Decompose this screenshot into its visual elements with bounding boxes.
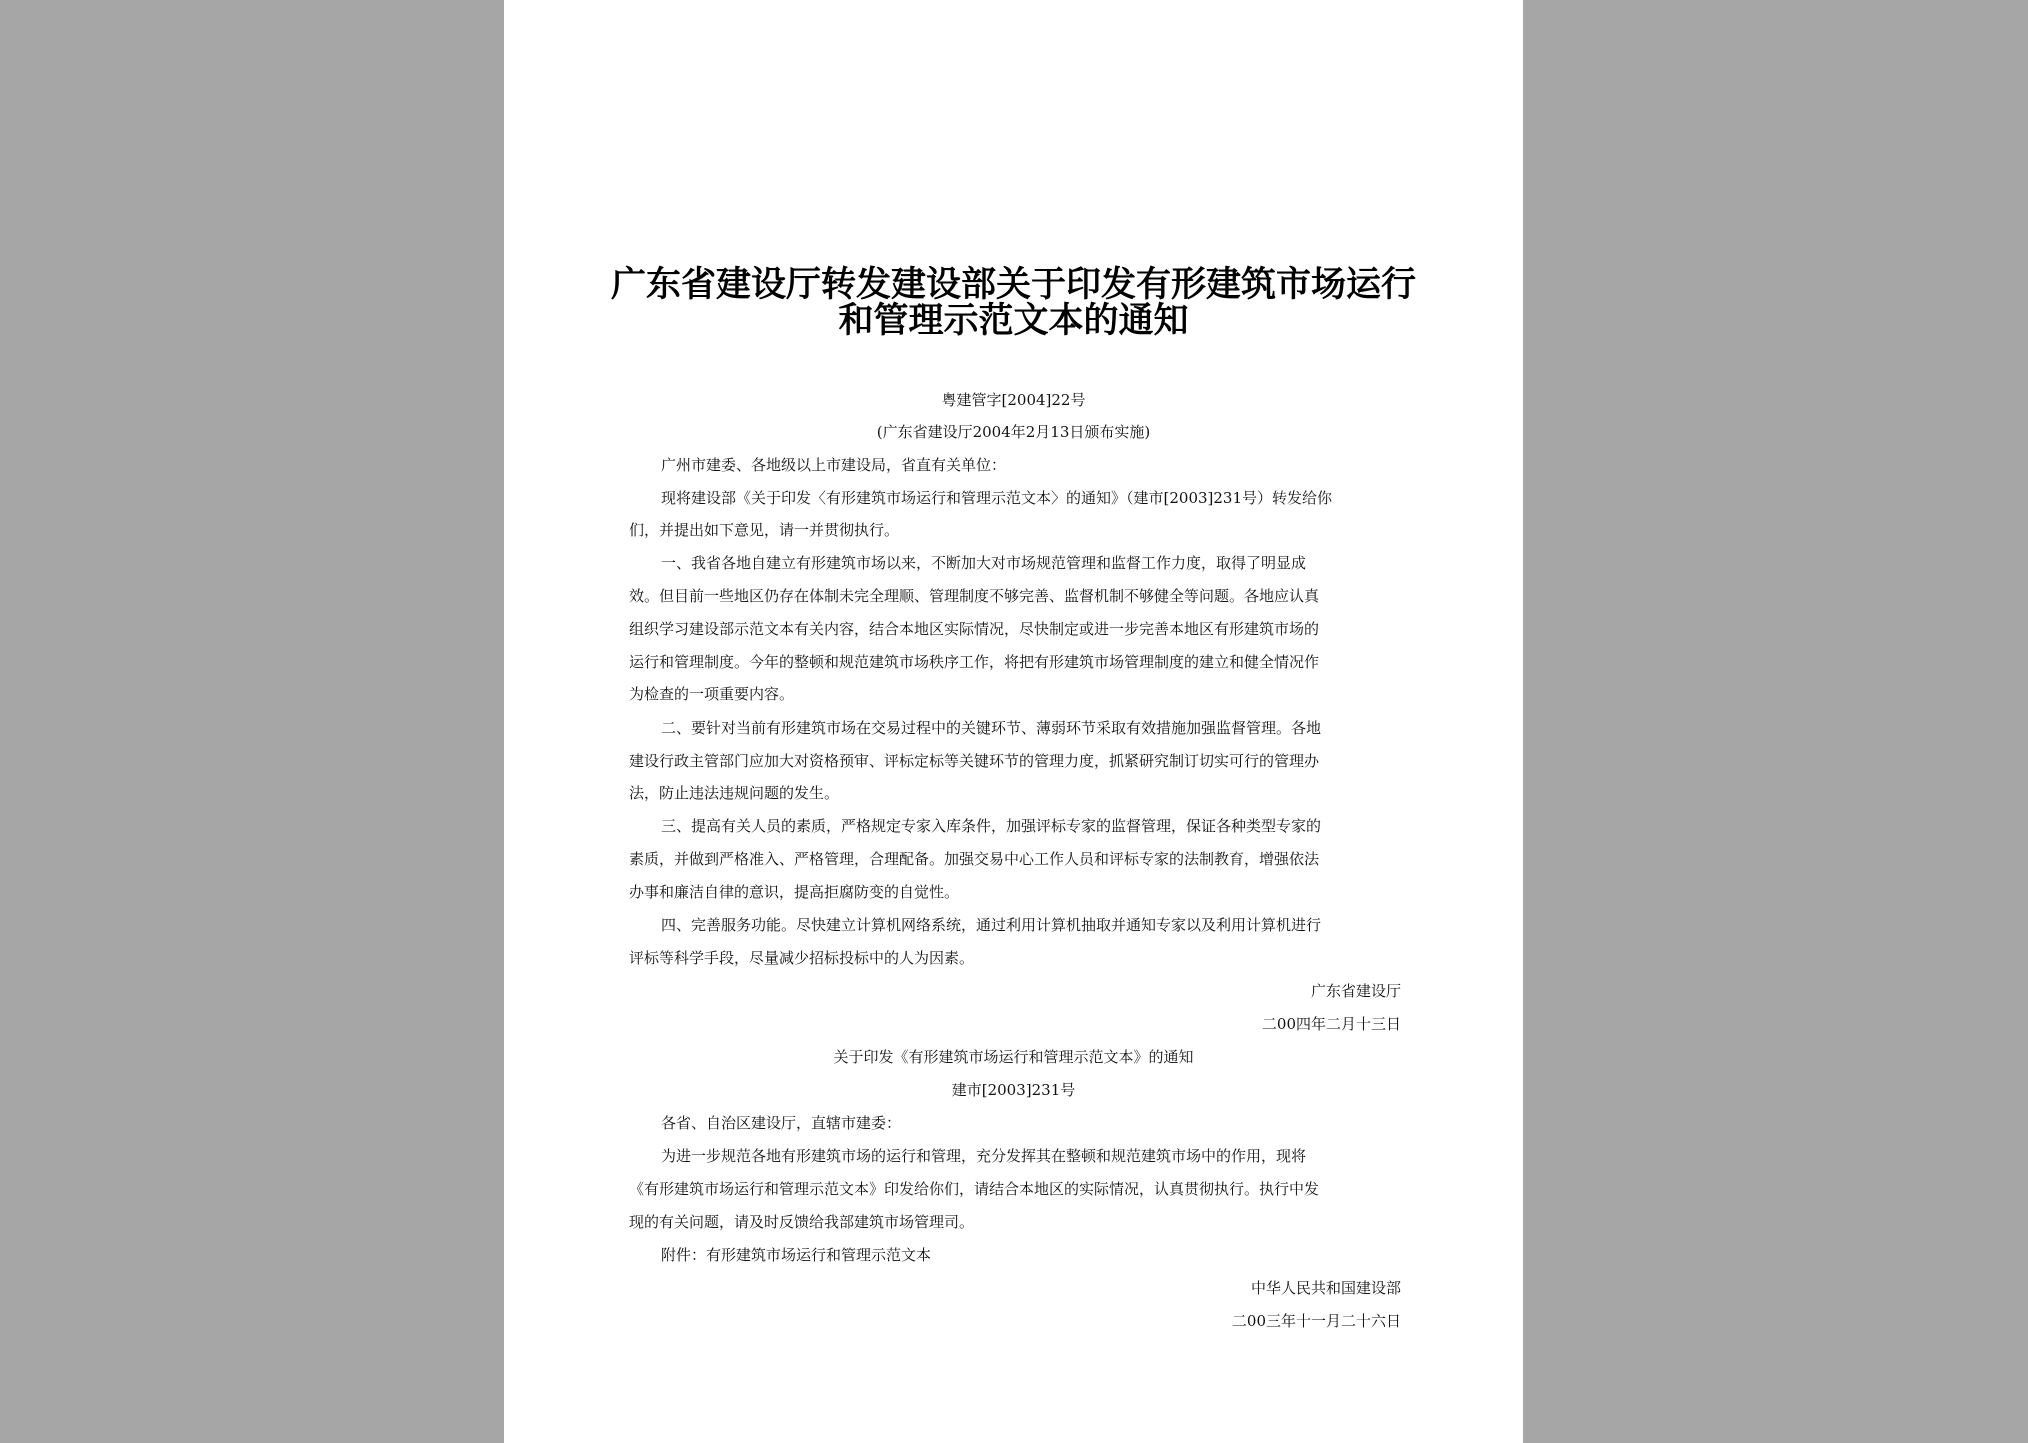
attachment-line: 附件：有形建筑市场运行和管理示范文本 xyxy=(661,1246,932,1264)
section-1-line: 运行和管理制度。今年的整顿和规范建筑市场秩序工作，将把有形建筑市场管理制度的建立和健全情况作 xyxy=(629,653,1320,671)
attached-body-line: 为进一步规范各地有形建筑市场的运行和管理，充分发挥其在整顿和规范建筑市场中的作用，现将 xyxy=(661,1147,1307,1165)
section-1-line: 效。但目前一些地区仍存在体制未完全理顺、管理制度不够完善、监督机制不够健全等问题。各地应认真 xyxy=(629,587,1320,605)
addressee: 广州市建委、各地级以上市建设局，省直有关单位： xyxy=(661,456,1007,474)
signature-date: 二00四年二月十三日 xyxy=(1261,1015,1401,1033)
attached-signature-organization: 中华人民共和国建设部 xyxy=(1250,1279,1401,1297)
attached-signature-date: 二00三年十一月二十六日 xyxy=(1231,1312,1401,1330)
section-1-line: 为检查的一项重要内容。 xyxy=(629,685,795,703)
section-3-line: 素质，并做到严格准入、严格管理，合理配备。加强交易中心工作人员和评标专家的法制教育，增强依法 xyxy=(629,850,1320,868)
section-1-line: 一、我省各地自建立有形建筑市场以来，不断加大对市场规范管理和监督工作力度，取得了明显成 xyxy=(661,554,1307,572)
attached-notice-number: 建市[2003]231号 xyxy=(951,1081,1076,1099)
document-title-line-1: 广东省建设厅转发建设部关于印发有形建筑市场运行 xyxy=(610,265,1416,305)
document-title-line-2: 和管理示范文本的通知 xyxy=(838,301,1189,341)
section-4-line: 四、完善服务功能。尽快建立计算机网络系统，通过利用计算机抽取并通知专家以及利用计算机进行 xyxy=(661,916,1322,934)
section-2-line: 建设行政主管部门应加大对资格预审、评标定标等关键环节的管理力度，抓紧研究制订切实可行的管理办 xyxy=(629,752,1320,770)
attached-body-line: 现的有关问题，请及时反馈给我部建筑市场管理司。 xyxy=(629,1213,975,1231)
signature-organization: 广东省建设厅 xyxy=(1310,982,1401,1000)
document-page xyxy=(504,0,1523,1443)
attached-body-line: 《有形建筑市场运行和管理示范文本》印发给你们，请结合本地区的实际情况，认真贯彻执行。执行中发 xyxy=(629,1180,1320,1198)
section-3-line: 办事和廉洁自律的意识，提高拒腐防变的自觉性。 xyxy=(629,883,960,901)
issuance-note: (广东省建设厅2004年2月13日颁布实施) xyxy=(876,423,1151,441)
attached-notice-title: 关于印发《有形建筑市场运行和管理示范文本》的通知 xyxy=(833,1048,1194,1066)
document-number: 粤建管字[2004]22号 xyxy=(941,391,1086,409)
intro-line: 现将建设部《关于印发〈有形建筑市场运行和管理示范文本〉的通知》（建市[2003]231号）转发给你 xyxy=(661,489,1333,507)
intro-line: 们，并提出如下意见，请一并贯彻执行。 xyxy=(629,521,900,539)
attached-addressee: 各省、自治区建设厅，直辖市建委： xyxy=(661,1114,902,1132)
section-2-line: 二、要针对当前有形建筑市场在交易过程中的关键环节、薄弱环节采取有效措施加强监督管理。各地 xyxy=(661,719,1322,737)
section-4-line: 评标等科学手段，尽量减少招标投标中的人为因素。 xyxy=(629,949,975,967)
section-2-line: 法，防止违法违规问题的发生。 xyxy=(629,784,840,802)
section-1-line: 组织学习建设部示范文本有关内容，结合本地区实际情况，尽快制定或进一步完善本地区有形建筑市场的 xyxy=(629,620,1320,638)
section-3-line: 三、提高有关人员的素质，严格规定专家入库条件，加强评标专家的监督管理，保证各种类型专家的 xyxy=(661,817,1322,835)
